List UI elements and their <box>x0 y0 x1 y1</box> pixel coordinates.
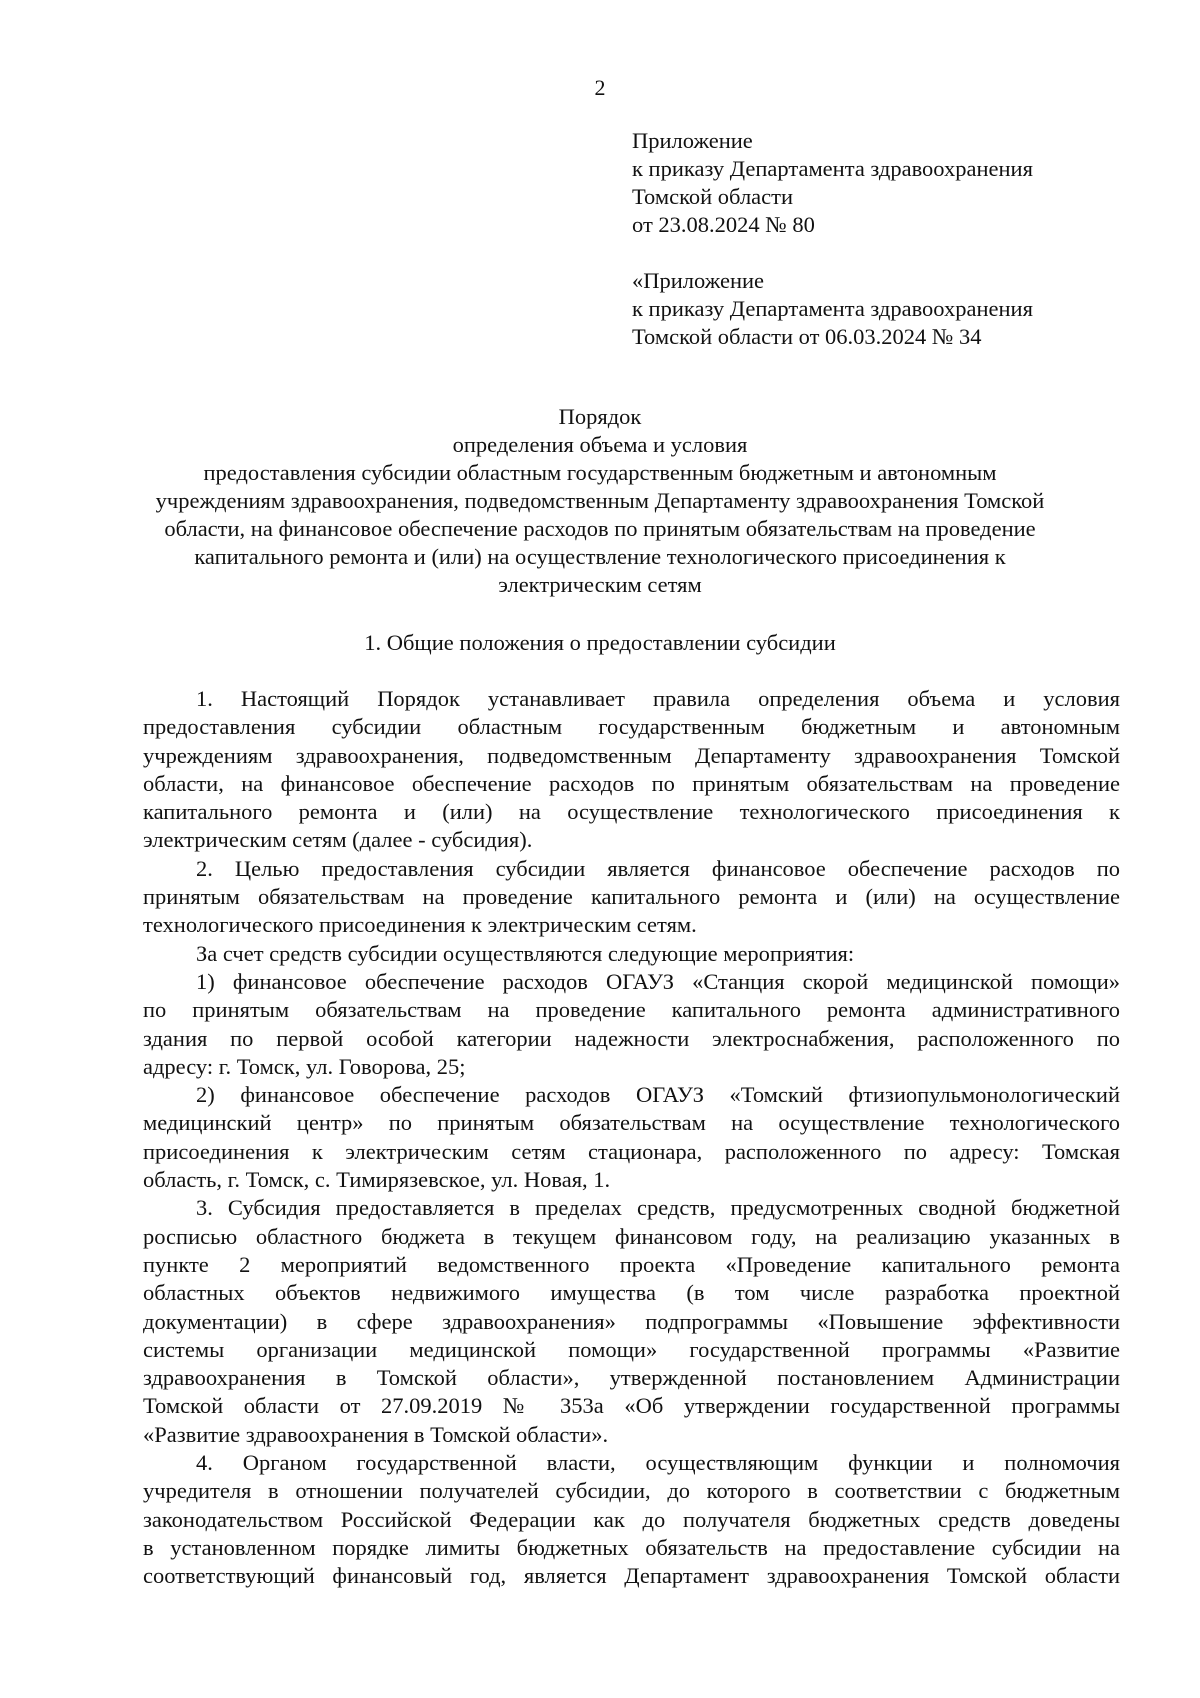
body-line: 4. Органом государственной власти, осуществляющим функции и полномочия <box>196 1450 1120 1476</box>
annex-line: Приложение <box>632 128 753 153</box>
body-line: пункте 2 мероприятий ведомственного проекта «Проведение капитального ремонта <box>143 1251 1120 1277</box>
body-line: по принятым обязательствам на проведение капитального ремонта административного <box>143 997 1120 1023</box>
body-line: технологического присоединения к электрическим сетям. <box>143 912 697 938</box>
title-line: области, на финансовое обеспечение расходов по принятым обязательствам на проведение <box>164 516 1036 541</box>
body-line: капитального ремонта и (или) на осуществление технологического присоединения к <box>143 799 1120 825</box>
annex-line: к приказу Департамента здравоохранения <box>632 156 1033 181</box>
body-line: 1. Настоящий Порядок устанавливает правила определения объема и условия <box>196 686 1120 711</box>
title-line: предоставления субсидии областным государственным бюджетным и автономным <box>203 460 997 485</box>
title-line: учреждениям здравоохранения, подведомственным Департаменту здравоохранения Томской <box>155 488 1045 513</box>
body-line: 1) финансовое обеспечение расходов ОГАУЗ «Станция скорой медицинской помощи» <box>196 968 1120 994</box>
body-line: За счет средств субсидии осуществляются следующие мероприятия: <box>196 940 855 966</box>
annex-line: к приказу Департамента здравоохранения <box>632 296 1033 321</box>
page-number: 2 <box>594 75 606 100</box>
body-line: области, на финансовое обеспечение расходов по принятым обязательствам на проведение <box>143 770 1120 796</box>
body-line: Томской области от 27.09.2019 № 353а «Об утверждении государственной программы <box>143 1393 1120 1419</box>
body-line: системы организации медицинской помощи» государственной программы «Развитие <box>143 1336 1120 1362</box>
body-line: законодательством Российской Федерации как до получателя бюджетных средств доведены <box>143 1506 1120 1532</box>
section-heading: 1. Общие положения о предоставлении субсидии <box>364 630 836 655</box>
document-title <box>135 403 1065 599</box>
body-line: в установленном порядке лимиты бюджетных обязательств на предоставление субсидии на <box>143 1534 1120 1560</box>
body-line: документации) в сфере здравоохранения» подпрограммы «Повышение эффективности <box>143 1308 1120 1334</box>
body-line: адресу: г. Томск, ул. Говорова, 25; <box>143 1053 466 1079</box>
annex-header-original <box>632 267 1033 351</box>
body-line: учреждениям здравоохранения, подведомственным Департаменту здравоохранения Томской <box>143 742 1120 768</box>
body-line: 3. Субсидия предоставляется в пределах средств, предусмотренных сводной бюджетной <box>196 1195 1120 1221</box>
body-line: здания по первой особой категории надежности электроснабжения, расположенного по <box>143 1025 1120 1051</box>
annex-header-current <box>632 127 1033 239</box>
body-line: медицинский центр» по принятым обязательствам на осуществление технологического <box>143 1110 1120 1136</box>
body-line: присоединения к электрическим сетям стационара, расположенного по адресу: Томская <box>143 1138 1120 1164</box>
annex-line: «Приложение <box>632 268 765 293</box>
body-line: «Развитие здравоохранения в Томской области». <box>143 1421 609 1447</box>
body-line: областных объектов недвижимого имущества (в том числе разработка проектной <box>143 1280 1120 1306</box>
body-line: 2. Целью предоставления субсидии является финансовое обеспечение расходов по <box>196 855 1120 881</box>
document-body <box>143 685 1120 1591</box>
body-line: соответствующий финансовый год, является Департамент здравоохранения Томской области <box>143 1563 1120 1589</box>
annex-line: Томской области <box>632 184 794 209</box>
annex-line: от 23.08.2024 № 80 <box>632 212 815 237</box>
body-line: росписью областного бюджета в текущем финансовом году, на реализацию указанных в <box>143 1223 1120 1249</box>
title-line: определения объема и условия <box>452 432 748 457</box>
body-line: принятым обязательствам на проведение капитального ремонта и (или) на осуществление <box>143 884 1120 910</box>
body-line: электрическим сетям (далее - субсидия). <box>143 827 533 853</box>
body-line: 2) финансовое обеспечение расходов ОГАУЗ «Томский фтизиопульмонологический <box>196 1082 1120 1108</box>
title-line: капитального ремонта и (или) на осуществление технологического присоединения к <box>194 544 1006 569</box>
body-line: учредителя в отношении получателей субсидии, до которого в соответствии с бюджетным <box>143 1478 1120 1504</box>
title-line: электрическим сетям <box>498 572 702 597</box>
title-line: Порядок <box>558 404 642 429</box>
annex-line: Томской области от 06.03.2024 № 34 <box>632 324 982 349</box>
body-line: предоставления субсидии областным государственным бюджетным и автономным <box>143 714 1120 740</box>
body-line: здравоохранения в Томской области», утвержденной постановлением Администрации <box>143 1365 1120 1391</box>
body-line: область, г. Томск, с. Тимирязевское, ул. Новая, 1. <box>143 1167 611 1193</box>
